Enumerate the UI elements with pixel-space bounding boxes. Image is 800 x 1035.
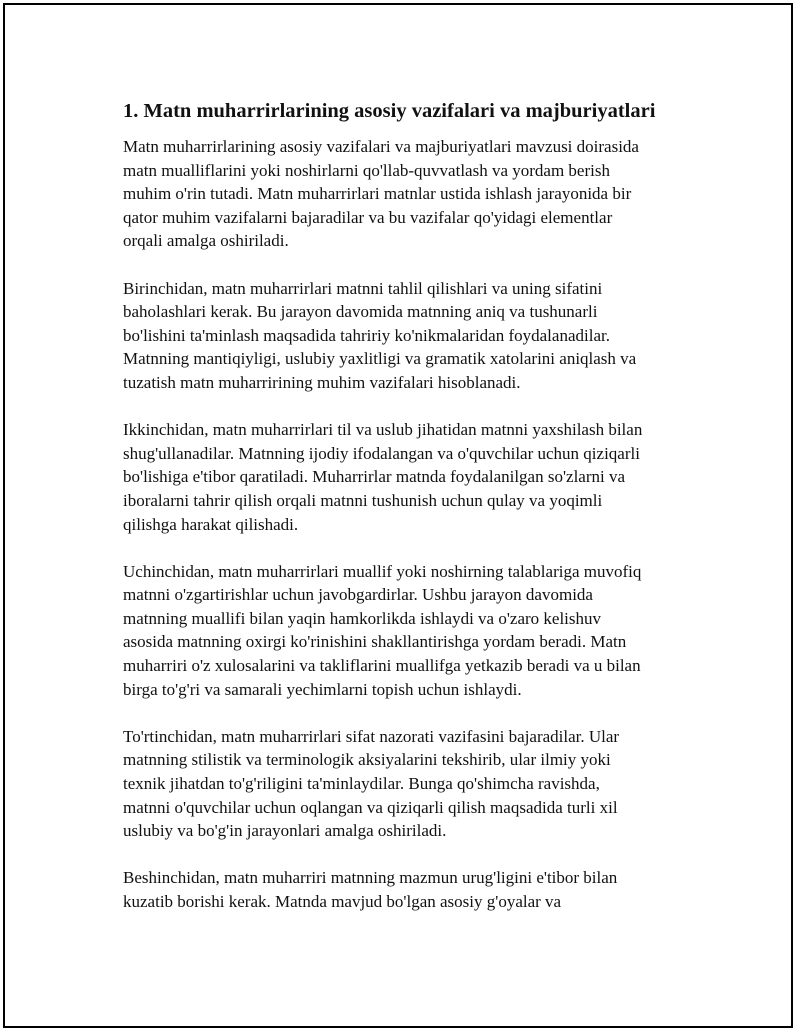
paragraph-first: Birinchidan, matn muharrirlari matnni tahlil qilishlari va uning sifatini baholashlari kerak. Bu jarayon davomida matnning aniq va tushunarli bo'lishini ta'minlash maqsadida tahririy ko'nikmalaridan foydalanadilar. Matnning mantiqiyligi, uslubiy yaxlitligi va gramatik xatolarini aniqlash va tuzatish matn muharririning muhim vazifalari hisoblanadi.	[123, 278, 637, 392]
paragraph-fourth: To'rtinchidan, matn muharrirlari sifat nazorati vazifasini bajaradilar. Ular matnning stilistik va terminologik aksiyalarini tekshirib, ular ilmiy yoki texnik jihatdan to'g'riligini ta'minlaydilar. Bunga qo'shimcha ravishda, matnni o'quvchilar uchun oqlangan va qiziqarli qilish maqsadida turli xil uslubiy va bo'g'in jarayonlari amalga oshiriladi.	[123, 726, 620, 841]
paragraph-second: Ikkinchidan, matn muharrirlari til va uslub jihatidan matnni yaxshilash bilan shug'ullanadilar. Matnning ijodiy ifodalangan va o'quvchilar uchun qiziqarli bo'lishiga e'tibor qaratiladi. Muharrirlar matnda foydalanilgan so'zlarni va iboralarni tahrir qilish orqali matnni tushunish uchun qulay va yoqimli qilishga harakat qilishadi.	[123, 420, 643, 534]
page-frame	[3, 3, 793, 1028]
paragraph-intro: Matn muharrirlarining asosiy vazifalari va majburiyatlari mavzusi doirasida matn mualliflarini yoki noshirlarni qo'llab-quvvatlash va yordam berish muhim o'rin tutadi. Matn muharrirlari matnlar ustida ishlash jarayonida bir qator muhim vazifalarni bajaradilar va bu vazifalar qo'yidagi elementlar orqali amalga oshiriladi.	[123, 137, 639, 251]
document-body	[123, 97, 703, 937]
paragraph-fifth: Beshinchidan, matn muharriri matnning mazmun urug'ligini e'tibor bilan kuzatib borishi kerak. Matnda mavjud bo'lgan asosiy g'oyalar va	[123, 868, 618, 911]
section-heading: 1. Matn muharrirlarining asosiy vazifalari va majburiyatlari	[123, 100, 656, 122]
paragraph-third: Uchinchidan, matn muharrirlari muallif yoki noshirning talablariga muvofiq matnni o'zgartirishlar uchun javobgardirlar. Ushbu jarayon davomida matnning muallifi bilan yaqin hamkorlikda ishlaydi va o'zaro kelishuv asosida matnning oxirgi ko'rinishini shakllantirishga yordam beradi. Matn muharriri o'z xulosalarini va takliflarini muallifga yetkazib beradi va u bilan birga to'g'ri va samarali yechimlarni topish uchun ishlaydi.	[123, 561, 642, 699]
